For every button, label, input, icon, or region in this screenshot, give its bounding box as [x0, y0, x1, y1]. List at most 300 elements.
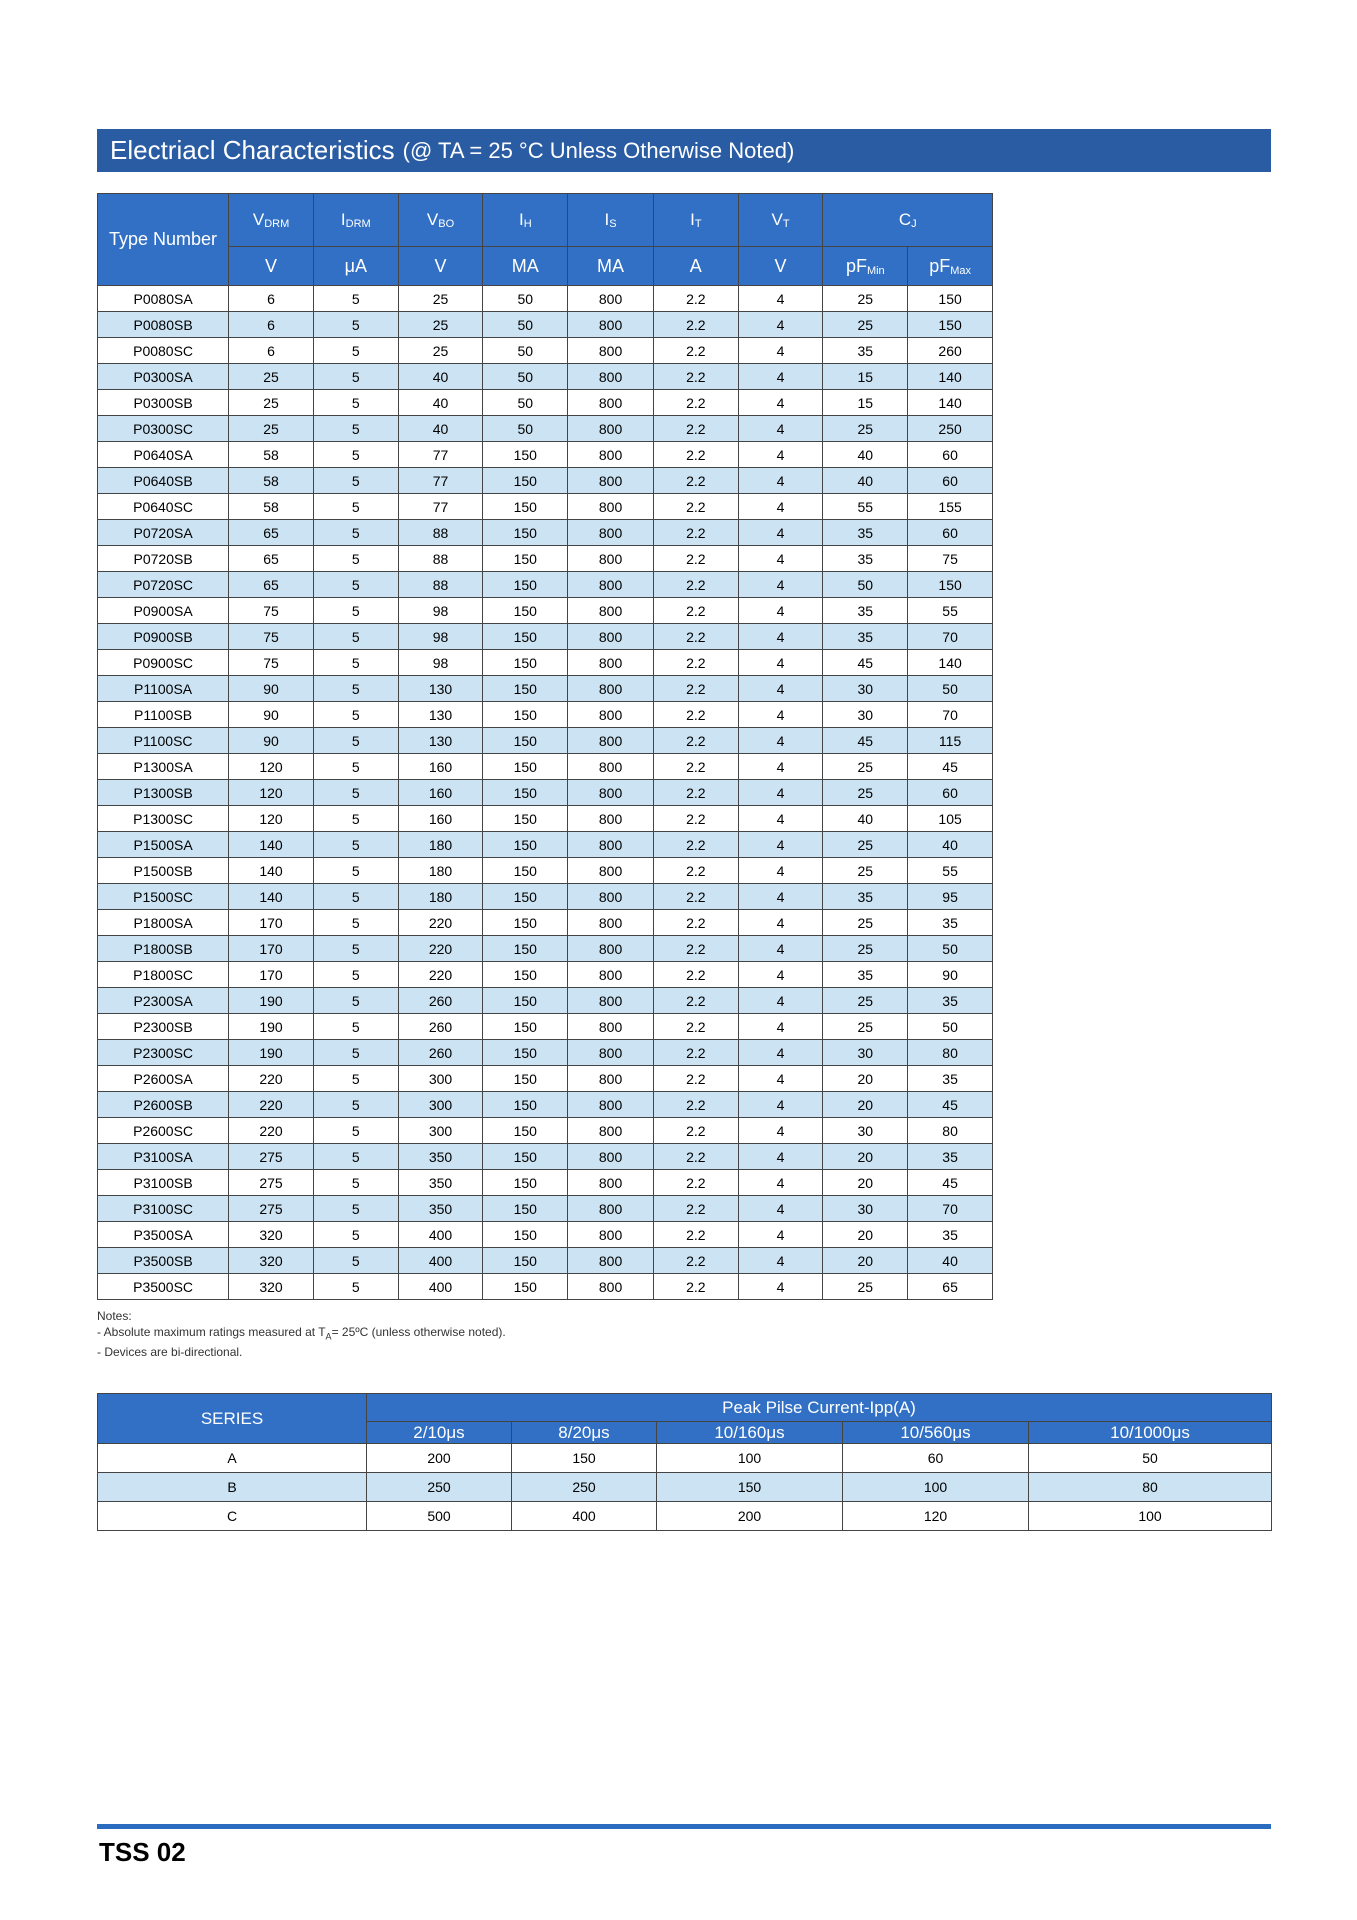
value-cell: 800 [568, 650, 654, 676]
table-row [98, 1170, 993, 1196]
value-cell: 30 [823, 676, 908, 702]
value-cell: 170 [229, 936, 314, 962]
value-cell: 20 [823, 1092, 908, 1118]
value-cell: 4 [738, 676, 823, 702]
value-cell: 800 [568, 338, 654, 364]
value-cell: 4 [738, 936, 823, 962]
type-number-cell: P0720SC [98, 572, 229, 598]
value-cell: 90 [908, 962, 993, 988]
table-row [98, 858, 993, 884]
value-cell: 2.2 [653, 416, 738, 442]
value-cell: 2.2 [653, 1170, 738, 1196]
type-number-cell: P1500SA [98, 832, 229, 858]
table-row [98, 1444, 1272, 1473]
value-cell: 20 [823, 1066, 908, 1092]
value-cell: 25 [398, 338, 483, 364]
value-cell: 60 [908, 468, 993, 494]
value-cell: 2.2 [653, 1274, 738, 1300]
value-cell: 800 [568, 312, 654, 338]
value-cell: 95 [908, 884, 993, 910]
peak-header-row [98, 1394, 1272, 1422]
value-cell: 350 [398, 1196, 483, 1222]
value-cell: 30 [823, 1196, 908, 1222]
value-cell: 150 [483, 676, 568, 702]
symbol-header: $V_T$ [738, 194, 823, 247]
value-cell: 150 [908, 286, 993, 312]
unit-header: V [738, 247, 823, 286]
value-cell: 800 [568, 1222, 654, 1248]
value-cell: 160 [398, 806, 483, 832]
value-cell: 800 [568, 1092, 654, 1118]
value-cell: 77 [398, 494, 483, 520]
value-cell: 180 [398, 832, 483, 858]
value-cell: 60 [908, 442, 993, 468]
value-cell: 88 [398, 520, 483, 546]
value-cell: 350 [398, 1170, 483, 1196]
value-cell: 800 [568, 936, 654, 962]
unit-header: $pF_{Min}$ [823, 247, 908, 286]
value-cell: 150 [483, 650, 568, 676]
value-cell: 5 [313, 1248, 398, 1274]
value-cell: 58 [229, 468, 314, 494]
value-cell: 260 [908, 338, 993, 364]
value-cell: 2.2 [653, 884, 738, 910]
value-cell: 275 [229, 1170, 314, 1196]
value-cell: 2.2 [653, 468, 738, 494]
value-cell: 65 [229, 520, 314, 546]
value-cell: 4 [738, 416, 823, 442]
type-number-cell: P1100SA [98, 676, 229, 702]
value-cell: 120 [843, 1502, 1029, 1531]
table-row [98, 338, 993, 364]
value-cell: 2.2 [653, 806, 738, 832]
duration-header: 10/560μs [843, 1422, 1029, 1444]
type-number-cell: P3100SA [98, 1144, 229, 1170]
value-cell: 100 [843, 1473, 1029, 1502]
value-cell: 160 [398, 754, 483, 780]
value-cell: 20 [823, 1144, 908, 1170]
value-cell: 320 [229, 1274, 314, 1300]
value-cell: 60 [908, 780, 993, 806]
value-cell: 150 [483, 1118, 568, 1144]
type-number-cell: P1800SC [98, 962, 229, 988]
value-cell: 800 [568, 546, 654, 572]
table-row [98, 442, 993, 468]
value-cell: 800 [568, 858, 654, 884]
value-cell: 6 [229, 286, 314, 312]
value-cell: 190 [229, 988, 314, 1014]
table-row [98, 1118, 993, 1144]
table-row [98, 1066, 993, 1092]
value-cell: 150 [483, 728, 568, 754]
value-cell: 35 [823, 338, 908, 364]
value-cell: 150 [483, 1092, 568, 1118]
value-cell: 40 [823, 468, 908, 494]
value-cell: 5 [313, 780, 398, 806]
value-cell: 2.2 [653, 442, 738, 468]
table-row [98, 1092, 993, 1118]
series-cell: C [98, 1502, 367, 1531]
value-cell: 35 [908, 910, 993, 936]
value-cell: 800 [568, 1014, 654, 1040]
value-cell: 2.2 [653, 1222, 738, 1248]
value-cell: 50 [483, 338, 568, 364]
value-cell: 4 [738, 286, 823, 312]
value-cell: 5 [313, 1196, 398, 1222]
value-cell: 260 [398, 1014, 483, 1040]
value-cell: 4 [738, 1040, 823, 1066]
value-cell: 80 [1029, 1473, 1272, 1502]
value-cell: 170 [229, 962, 314, 988]
table-row [98, 624, 993, 650]
table-row [98, 780, 993, 806]
value-cell: 35 [908, 988, 993, 1014]
value-cell: 800 [568, 962, 654, 988]
value-cell: 40 [398, 364, 483, 390]
type-number-cell: P1300SB [98, 780, 229, 806]
value-cell: 150 [483, 988, 568, 1014]
table-row [98, 1014, 993, 1040]
value-cell: 150 [483, 1170, 568, 1196]
value-cell: 4 [738, 598, 823, 624]
value-cell: 250 [367, 1473, 512, 1502]
value-cell: 35 [908, 1222, 993, 1248]
value-cell: 70 [908, 624, 993, 650]
value-cell: 2.2 [653, 546, 738, 572]
value-cell: 5 [313, 702, 398, 728]
value-cell: 2.2 [653, 1118, 738, 1144]
value-cell: 150 [483, 1196, 568, 1222]
unit-header-row [98, 247, 993, 286]
value-cell: 5 [313, 1222, 398, 1248]
value-cell: 5 [313, 754, 398, 780]
value-cell: 4 [738, 832, 823, 858]
value-cell: 90 [229, 728, 314, 754]
type-number-cell: P0640SC [98, 494, 229, 520]
value-cell: 5 [313, 806, 398, 832]
value-cell: 5 [313, 884, 398, 910]
type-number-cell: P0900SB [98, 624, 229, 650]
value-cell: 180 [398, 884, 483, 910]
value-cell: 120 [229, 754, 314, 780]
table-row [98, 546, 993, 572]
value-cell: 4 [738, 1066, 823, 1092]
duration-header: 10/1000μs [1029, 1422, 1272, 1444]
footer-label: TSS 02 [99, 1837, 186, 1867]
table-row [98, 962, 993, 988]
notes [97, 1308, 506, 1360]
symbol-header: $C_J$ [823, 194, 993, 247]
series-cell: A [98, 1444, 367, 1473]
value-cell: 140 [229, 832, 314, 858]
value-cell: 800 [568, 1248, 654, 1274]
peak-pulse-current-table [97, 1393, 1272, 1531]
value-cell: 35 [823, 962, 908, 988]
value-cell: 150 [483, 754, 568, 780]
value-cell: 250 [512, 1473, 657, 1502]
value-cell: 300 [398, 1118, 483, 1144]
value-cell: 2.2 [653, 988, 738, 1014]
value-cell: 5 [313, 624, 398, 650]
value-cell: 800 [568, 416, 654, 442]
value-cell: 5 [313, 1066, 398, 1092]
section-title-bar [97, 129, 1271, 172]
value-cell: 88 [398, 572, 483, 598]
value-cell: 140 [229, 858, 314, 884]
value-cell: 75 [229, 624, 314, 650]
value-cell: 5 [313, 416, 398, 442]
value-cell: 70 [908, 1196, 993, 1222]
value-cell: 5 [313, 390, 398, 416]
note-line-2: - Devices are bi-directional. [97, 1345, 243, 1360]
value-cell: 4 [738, 988, 823, 1014]
type-number-cell: P0080SB [98, 312, 229, 338]
value-cell: 220 [229, 1092, 314, 1118]
value-cell: 5 [313, 494, 398, 520]
value-cell: 150 [483, 1248, 568, 1274]
value-cell: 4 [738, 1248, 823, 1274]
value-cell: 2.2 [653, 962, 738, 988]
value-cell: 80 [908, 1040, 993, 1066]
value-cell: 55 [908, 598, 993, 624]
value-cell: 65 [229, 546, 314, 572]
value-cell: 4 [738, 624, 823, 650]
value-cell: 4 [738, 910, 823, 936]
value-cell: 2.2 [653, 624, 738, 650]
value-cell: 800 [568, 728, 654, 754]
value-cell: 25 [823, 312, 908, 338]
value-cell: 155 [908, 494, 993, 520]
value-cell: 40 [823, 806, 908, 832]
value-cell: 140 [229, 884, 314, 910]
value-cell: 60 [908, 520, 993, 546]
value-cell: 100 [657, 1444, 843, 1473]
value-cell: 220 [229, 1066, 314, 1092]
table-row [98, 754, 993, 780]
value-cell: 4 [738, 1144, 823, 1170]
symbol-header: $V_{BO}$ [398, 194, 483, 247]
value-cell: 25 [229, 390, 314, 416]
value-cell: 800 [568, 754, 654, 780]
value-cell: 2.2 [653, 494, 738, 520]
value-cell: 140 [908, 390, 993, 416]
value-cell: 150 [657, 1473, 843, 1502]
value-cell: 25 [823, 988, 908, 1014]
value-cell: 150 [483, 598, 568, 624]
value-cell: 25 [823, 858, 908, 884]
unit-header: V [229, 247, 314, 286]
type-number-cell: P1500SB [98, 858, 229, 884]
unit-header: MA [568, 247, 654, 286]
value-cell: 120 [229, 780, 314, 806]
value-cell: 2.2 [653, 338, 738, 364]
value-cell: 2.2 [653, 286, 738, 312]
value-cell: 80 [908, 1118, 993, 1144]
value-cell: 50 [483, 286, 568, 312]
value-cell: 25 [823, 780, 908, 806]
value-cell: 800 [568, 1040, 654, 1066]
value-cell: 25 [823, 910, 908, 936]
table-row [98, 806, 993, 832]
table-row [98, 1040, 993, 1066]
value-cell: 25 [823, 416, 908, 442]
value-cell: 65 [229, 572, 314, 598]
value-cell: 2.2 [653, 650, 738, 676]
table-row [98, 468, 993, 494]
type-number-cell: P0080SC [98, 338, 229, 364]
table-row [98, 390, 993, 416]
table-row [98, 1274, 993, 1300]
value-cell: 150 [483, 624, 568, 650]
value-cell: 220 [229, 1118, 314, 1144]
table-row [98, 312, 993, 338]
value-cell: 75 [229, 598, 314, 624]
value-cell: 500 [367, 1502, 512, 1531]
value-cell: 25 [229, 416, 314, 442]
table-row [98, 572, 993, 598]
value-cell: 260 [398, 1040, 483, 1066]
value-cell: 140 [908, 364, 993, 390]
value-cell: 800 [568, 494, 654, 520]
value-cell: 25 [229, 364, 314, 390]
value-cell: 98 [398, 650, 483, 676]
table-row [98, 988, 993, 1014]
table-row [98, 728, 993, 754]
value-cell: 250 [908, 416, 993, 442]
value-cell: 150 [483, 936, 568, 962]
value-cell: 800 [568, 832, 654, 858]
value-cell: 800 [568, 884, 654, 910]
value-cell: 5 [313, 1274, 398, 1300]
value-cell: 150 [483, 962, 568, 988]
value-cell: 25 [823, 936, 908, 962]
value-cell: 2.2 [653, 936, 738, 962]
value-cell: 4 [738, 468, 823, 494]
value-cell: 50 [823, 572, 908, 598]
value-cell: 320 [229, 1222, 314, 1248]
value-cell: 150 [483, 780, 568, 806]
value-cell: 4 [738, 572, 823, 598]
value-cell: 77 [398, 442, 483, 468]
value-cell: 45 [823, 728, 908, 754]
value-cell: 105 [908, 806, 993, 832]
value-cell: 120 [229, 806, 314, 832]
value-cell: 150 [483, 832, 568, 858]
peak-current-header: Peak Pilse Current-Ipp(A) [367, 1394, 1272, 1422]
duration-header: 8/20μs [512, 1422, 657, 1444]
value-cell: 5 [313, 936, 398, 962]
value-cell: 2.2 [653, 1248, 738, 1274]
symbol-header: $I_H$ [483, 194, 568, 247]
value-cell: 45 [823, 650, 908, 676]
value-cell: 300 [398, 1066, 483, 1092]
value-cell: 130 [398, 702, 483, 728]
value-cell: 2.2 [653, 312, 738, 338]
value-cell: 35 [823, 598, 908, 624]
value-cell: 5 [313, 832, 398, 858]
type-number-cell: P1800SA [98, 910, 229, 936]
type-number-cell: P2600SB [98, 1092, 229, 1118]
value-cell: 45 [908, 1092, 993, 1118]
value-cell: 50 [483, 390, 568, 416]
value-cell: 4 [738, 1118, 823, 1144]
symbol-header-row [98, 194, 993, 247]
unit-header: V [398, 247, 483, 286]
type-number-cell: P1100SB [98, 702, 229, 728]
value-cell: 40 [398, 416, 483, 442]
value-cell: 2.2 [653, 1066, 738, 1092]
table-row [98, 1144, 993, 1170]
table-row [98, 1502, 1272, 1531]
type-number-cell: P1800SB [98, 936, 229, 962]
value-cell: 5 [313, 988, 398, 1014]
value-cell: 5 [313, 338, 398, 364]
value-cell: 25 [823, 1014, 908, 1040]
value-cell: 50 [483, 312, 568, 338]
type-number-header: Type Number [98, 194, 229, 286]
table-row [98, 832, 993, 858]
value-cell: 25 [398, 286, 483, 312]
notes-heading: Notes: [97, 1309, 132, 1323]
value-cell: 2.2 [653, 754, 738, 780]
value-cell: 220 [398, 962, 483, 988]
value-cell: 5 [313, 598, 398, 624]
value-cell: 40 [398, 390, 483, 416]
value-cell: 4 [738, 1222, 823, 1248]
value-cell: 4 [738, 858, 823, 884]
type-number-cell: P0900SA [98, 598, 229, 624]
value-cell: 150 [483, 884, 568, 910]
value-cell: 800 [568, 806, 654, 832]
value-cell: 35 [823, 546, 908, 572]
value-cell: 15 [823, 364, 908, 390]
value-cell: 4 [738, 390, 823, 416]
value-cell: 4 [738, 754, 823, 780]
value-cell: 400 [398, 1274, 483, 1300]
table-row [98, 936, 993, 962]
value-cell: 4 [738, 364, 823, 390]
value-cell: 35 [908, 1144, 993, 1170]
table-row [98, 1473, 1272, 1502]
value-cell: 800 [568, 442, 654, 468]
value-cell: 50 [483, 416, 568, 442]
type-number-cell: P0900SC [98, 650, 229, 676]
value-cell: 800 [568, 286, 654, 312]
section-title: Electriacl Characteristics [110, 135, 395, 165]
value-cell: 5 [313, 468, 398, 494]
type-number-cell: P0640SB [98, 468, 229, 494]
value-cell: 6 [229, 338, 314, 364]
symbol-header: $V_{DRM}$ [229, 194, 314, 247]
value-cell: 90 [229, 702, 314, 728]
value-cell: 5 [313, 962, 398, 988]
value-cell: 150 [483, 442, 568, 468]
unit-header: $pF_{Max}$ [908, 247, 993, 286]
value-cell: 20 [823, 1248, 908, 1274]
value-cell: 800 [568, 1170, 654, 1196]
value-cell: 35 [823, 624, 908, 650]
type-number-cell: P0640SA [98, 442, 229, 468]
value-cell: 190 [229, 1040, 314, 1066]
value-cell: 25 [398, 312, 483, 338]
type-number-cell: P1500SC [98, 884, 229, 910]
value-cell: 4 [738, 806, 823, 832]
value-cell: 30 [823, 1118, 908, 1144]
value-cell: 260 [398, 988, 483, 1014]
value-cell: 800 [568, 702, 654, 728]
electrical-characteristics-table [97, 193, 993, 1300]
value-cell: 150 [483, 1014, 568, 1040]
